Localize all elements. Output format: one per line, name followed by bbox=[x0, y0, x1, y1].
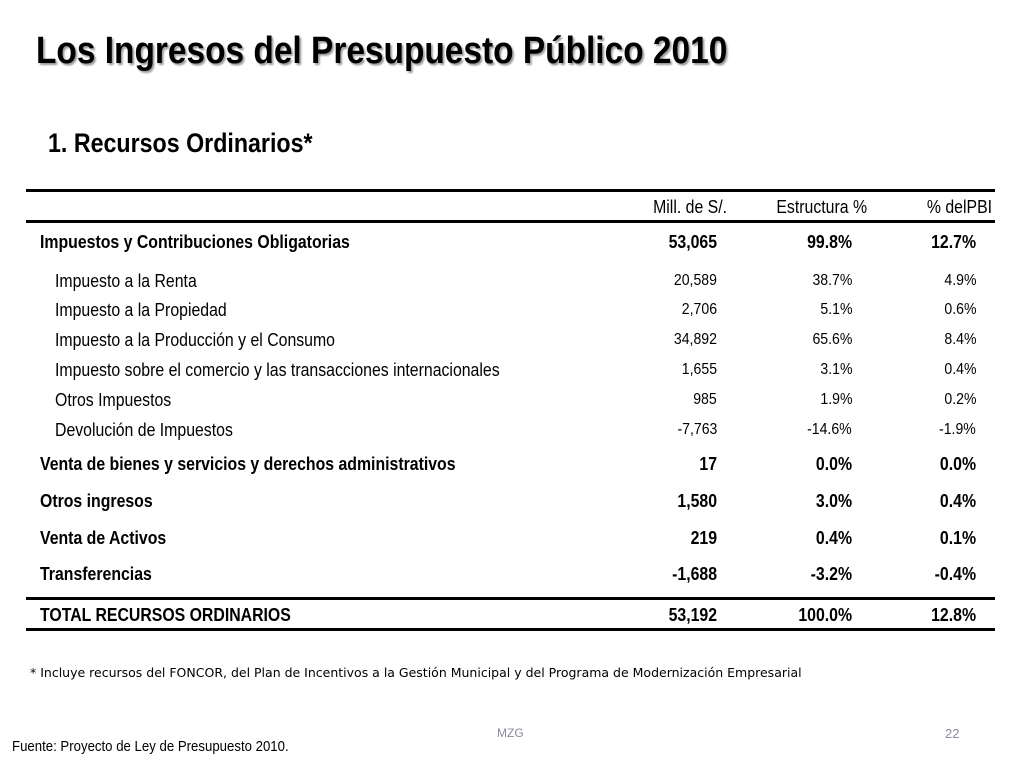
table-row bbox=[26, 295, 995, 325]
row-millones: 17 bbox=[699, 454, 717, 474]
row-label: Impuesto a la Renta bbox=[55, 271, 197, 291]
row-label: Venta de bienes y servicios y derechos administrativos bbox=[40, 454, 456, 474]
table-row bbox=[26, 415, 995, 445]
row-estructura: 0.4% bbox=[815, 528, 852, 548]
row-pbi: 12.7% bbox=[931, 232, 976, 252]
row-label: Venta de Activos bbox=[40, 528, 167, 548]
footer-author: MZG bbox=[497, 726, 524, 740]
row-pbi: 4.9% bbox=[943, 272, 976, 289]
row-label: Impuesto sobre el comercio y las transacciones internacionales bbox=[55, 360, 500, 380]
row-estructura: 1.9% bbox=[819, 391, 852, 408]
row-pbi: 0.1% bbox=[939, 528, 976, 548]
footnote: * Incluye recursos del FONCOR, del Plan de Incentivos a la Gestión Municipal y del Programa de Modernización Empresarial bbox=[30, 665, 802, 680]
row-pbi: 0.0% bbox=[939, 454, 976, 474]
header-millones: Mill. de S/. bbox=[653, 197, 727, 217]
table-row bbox=[26, 556, 995, 593]
row-pbi: 0.2% bbox=[943, 391, 976, 408]
row-estructura: -14.6% bbox=[807, 421, 852, 438]
table-header-row bbox=[26, 192, 995, 220]
table-row bbox=[26, 385, 995, 415]
row-pbi: 8.4% bbox=[943, 331, 976, 348]
row-millones: 219 bbox=[690, 528, 717, 548]
table-row bbox=[26, 325, 995, 355]
row-label: Impuestos y Contribuciones Obligatorias bbox=[40, 232, 350, 252]
source-note: Fuente: Proyecto de Ley de Presupuesto 2010. bbox=[12, 738, 289, 755]
table-row bbox=[26, 261, 995, 295]
row-millones: 2,706 bbox=[681, 301, 717, 318]
page-number: 22 bbox=[945, 726, 960, 741]
row-pbi: -0.4% bbox=[934, 564, 976, 584]
row-pbi: 0.4% bbox=[939, 491, 976, 511]
row-millones: 1,580 bbox=[677, 491, 717, 511]
row-estructura: 0.0% bbox=[815, 454, 852, 474]
total-estructura: 100.0% bbox=[798, 605, 852, 625]
row-label: Impuesto a la Producción y el Consumo bbox=[55, 330, 335, 350]
row-millones: 53,065 bbox=[668, 232, 717, 252]
header-estructura: Estructura % bbox=[776, 197, 867, 217]
row-millones: -7,763 bbox=[677, 421, 717, 438]
row-label: Transferencias bbox=[40, 564, 152, 584]
row-estructura: 3.1% bbox=[819, 361, 852, 378]
row-label: Otros ingresos bbox=[40, 491, 153, 511]
total-pbi: 12.8% bbox=[931, 605, 976, 625]
table-body bbox=[26, 223, 995, 593]
row-pbi: -1.9% bbox=[939, 421, 976, 438]
row-estructura: 3.0% bbox=[815, 491, 852, 511]
row-label: Impuesto a la Propiedad bbox=[55, 300, 227, 320]
total-label: TOTAL RECURSOS ORDINARIOS bbox=[40, 605, 291, 625]
row-estructura: 99.8% bbox=[807, 232, 852, 252]
revenue-table bbox=[26, 189, 995, 631]
row-pbi: 0.4% bbox=[943, 361, 976, 378]
table-row bbox=[26, 520, 995, 556]
row-label: Devolución de Impuestos bbox=[55, 420, 233, 440]
table-row bbox=[26, 483, 995, 520]
header-pbi: % delPBI bbox=[926, 197, 992, 217]
table-row bbox=[26, 355, 995, 385]
row-estructura: 38.7% bbox=[812, 272, 852, 289]
section-subtitle: 1. Recursos Ordinarios* bbox=[48, 128, 313, 158]
table-total-row bbox=[26, 600, 995, 628]
row-millones: 985 bbox=[693, 391, 717, 408]
row-pbi: 0.6% bbox=[943, 301, 976, 318]
row-label: Otros Impuestos bbox=[55, 390, 172, 410]
row-estructura: 65.6% bbox=[812, 331, 852, 348]
row-millones: 1,655 bbox=[681, 361, 717, 378]
row-millones: -1,688 bbox=[672, 564, 717, 584]
slide-title: Los Ingresos del Presupuesto Público 2010 bbox=[36, 30, 728, 72]
total-millones: 53,192 bbox=[668, 605, 717, 625]
row-estructura: -3.2% bbox=[810, 564, 852, 584]
table-row bbox=[26, 223, 995, 261]
row-estructura: 5.1% bbox=[819, 301, 852, 318]
row-millones: 20,589 bbox=[673, 272, 717, 289]
table-row bbox=[26, 445, 995, 483]
row-millones: 34,892 bbox=[673, 331, 717, 348]
